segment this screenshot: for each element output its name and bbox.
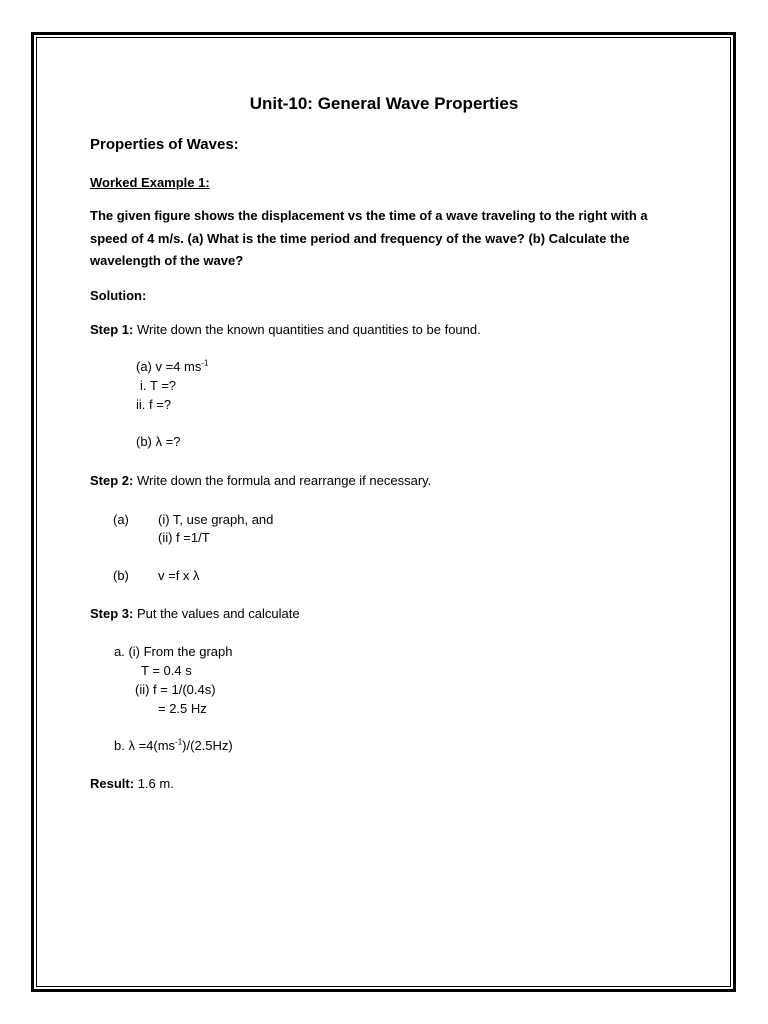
- step-1-label: Step 1:: [90, 322, 134, 337]
- step-2: [90, 473, 431, 489]
- solution-label: Solution:: [90, 288, 147, 303]
- calc-b: [114, 738, 233, 754]
- step-2-label: Step 2:: [90, 473, 134, 488]
- section-heading: Properties of Waves:: [90, 136, 239, 153]
- example-heading: Worked Example 1:: [90, 175, 210, 190]
- calc-a-3: (ii) f = 1/(0.4s): [135, 682, 216, 697]
- formula-a-line-2: (ii) f =1/T: [158, 530, 210, 545]
- known-velocity-exponent: -1: [201, 358, 209, 368]
- result-label: Result:: [90, 776, 135, 791]
- step-3-text: Put the values and calculate: [136, 606, 300, 621]
- step-3: [90, 606, 300, 622]
- calc-a-2: T = 0.4 s: [141, 663, 192, 678]
- formula-a-label: (a): [113, 512, 129, 527]
- formula-b: v =f x λ: [158, 568, 200, 583]
- formula-b-label: (b): [113, 568, 129, 583]
- calc-b-suffix: )/(2.5Hz): [182, 738, 233, 753]
- step-3-label: Step 3:: [90, 606, 134, 621]
- calc-a-4: = 2.5 Hz: [158, 701, 207, 716]
- calc-a-1: a. (i) From the graph: [114, 644, 233, 659]
- step-1-text: Write down the known quantities and quantities to be found.: [136, 322, 481, 337]
- calc-b-exponent: -1: [175, 737, 183, 747]
- calc-b-prefix: b. λ =4(ms: [114, 738, 176, 753]
- known-velocity-text: (a) v =4 ms: [136, 359, 202, 374]
- page-title: Unit-10: General Wave Properties: [249, 94, 519, 113]
- known-wavelength: (b) λ =?: [136, 434, 181, 449]
- step-1: [90, 322, 481, 338]
- result: [90, 776, 174, 792]
- known-frequency: ii. f =?: [136, 397, 172, 412]
- step-2-text: Write down the formula and rearrange if necessary.: [136, 473, 432, 488]
- question-line-3: wavelength of the wave?: [90, 253, 244, 268]
- formula-a-line-1: (i) T, use graph, and: [158, 512, 274, 527]
- known-period: i. T =?: [140, 378, 177, 393]
- result-text: 1.6 m.: [137, 776, 174, 791]
- question-line-2: speed of 4 m/s. (a) What is the time period and frequency of the wave? (b) Calculate the: [90, 231, 630, 246]
- question-line-1: The given figure shows the displacement vs the time of a wave traveling to the right with a: [90, 208, 648, 223]
- known-velocity: [136, 359, 209, 375]
